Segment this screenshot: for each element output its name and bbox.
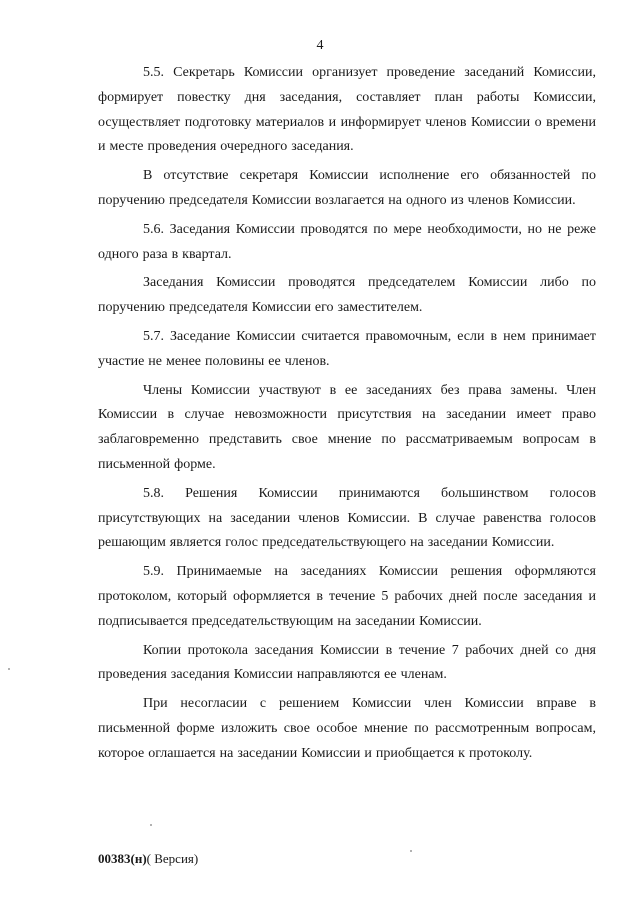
paragraph-protocol-copies: Копии протокола заседания Комиссии в течение 7 рабочих дней со дня проведения заседания Комиссии направляются ее членам.: [98, 642, 596, 683]
document-body: [98, 61, 596, 771]
page-number: 4: [316, 38, 324, 53]
paragraph-meeting-chair: Заседания Комиссии проводятся председателем Комиссии либо по поручению председателя Комиссии его заместителем.: [98, 275, 596, 316]
paragraph-5-6: 5.6. Заседания Комиссии проводятся по мере необходимости, но не реже одного раза в квартал.: [98, 221, 596, 262]
paragraph-5-9: 5.9. Принимаемые на заседаниях Комиссии решения оформляются протоколом, который оформляется в течение 5 рабочих дней после заседания и подписывается председательствующим на заседании Комиссии.: [98, 564, 596, 629]
footer-code: 00383(н): [98, 851, 147, 866]
paragraph-5-8: 5.8. Решения Комиссии принимаются большинством голосов присутствующих на заседании членов Комиссии. В случае равенства голосов решающим является голос председательствующего на заседании Комиссии.: [98, 485, 596, 551]
paragraph-5-5: 5.5. Секретарь Комиссии организует проведение заседаний Комиссии, формирует повестку дня заседания, составляет план работы Комиссии, осуществляет подготовку материалов и информирует членов Комиссии о времени и месте проведения очередного заседания.: [98, 65, 596, 155]
scan-speck: [8, 668, 10, 670]
paragraph-dissent: При несогласии с решением Комиссии член Комиссии вправе в письменной форме изложить свое особое мнение по рассмотренным вопросам, которое оглашается на заседании Комиссии и приобщается к протоколу.: [98, 696, 596, 761]
document-footer: [98, 851, 198, 867]
scan-speck: [410, 850, 412, 852]
footer-version: ( Версия): [146, 851, 199, 866]
paragraph-members-participation: Члены Комиссии участвуют в ее заседаниях без права замены. Член Комиссии в случае невозможности присутствия на заседании имеет право заблаговременно представить свое мнение по рассматриваемым вопросам в письменной форме.: [98, 382, 596, 472]
paragraph-5-7: 5.7. Заседание Комиссии считается правомочным, если в нем принимает участие не менее половины ее членов.: [98, 328, 596, 369]
paragraph-secretary-absence: В отсутствие секретаря Комиссии исполнение его обязанностей по поручению председателя Комиссии возлагается на одного из членов Комиссии.: [98, 168, 596, 208]
scan-speck: [150, 824, 152, 826]
